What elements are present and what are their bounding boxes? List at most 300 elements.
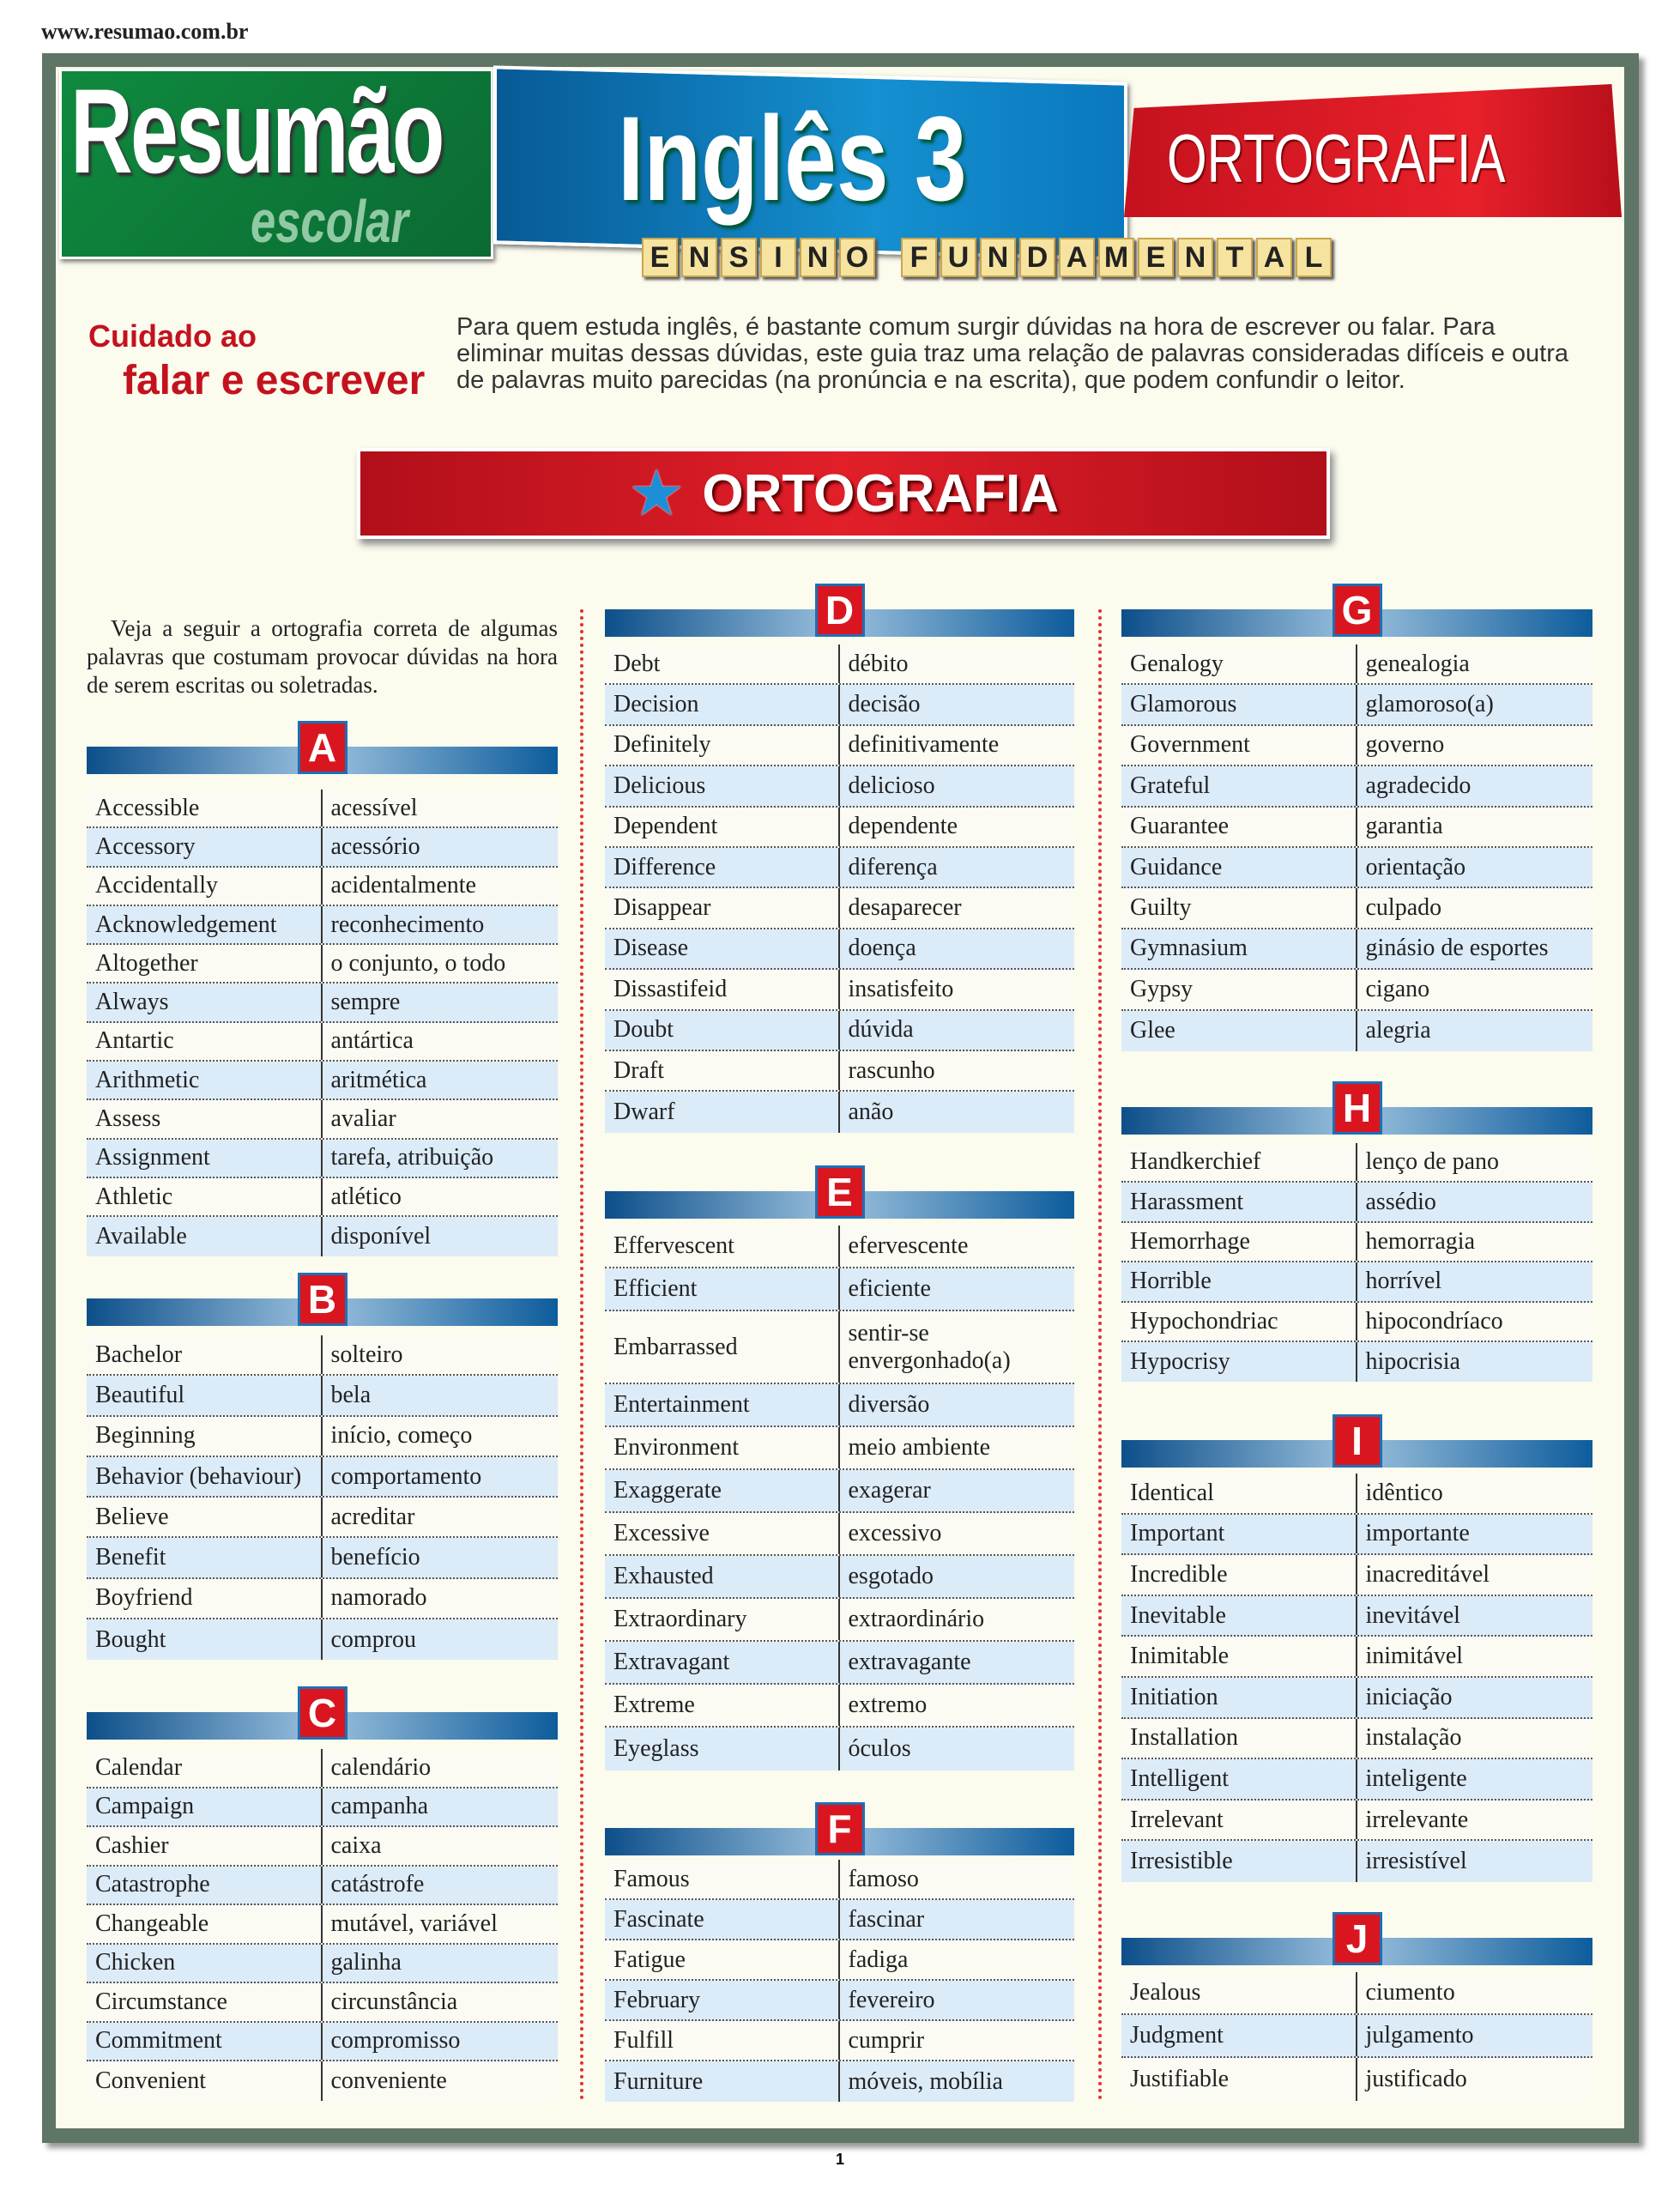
portuguese-translation: calendário <box>330 1753 432 1781</box>
table-row <box>87 1749 558 1788</box>
table-row <box>605 1599 1074 1642</box>
level-tiles <box>642 238 1332 277</box>
english-word: Horrible <box>1121 1262 1357 1300</box>
english-word: Intelligent <box>1121 1759 1357 1799</box>
portuguese-translation: desaparecer <box>848 894 962 922</box>
word-table <box>1121 1972 1592 2101</box>
table-row <box>87 1140 558 1178</box>
table-row <box>1121 685 1592 725</box>
section-header <box>1121 1081 1592 1135</box>
english-word: Disease <box>605 929 840 968</box>
level-letter-tile: A <box>1059 238 1095 277</box>
portuguese-translation: caixa <box>330 1831 382 1859</box>
table-row <box>1121 1303 1592 1342</box>
english-word: Inimitable <box>1121 1637 1357 1676</box>
intro-text: Para quem estuda inglês, é bastante comum surgir dúvidas na hora de escrever ou falar. Para eliminar muitas dessas dúvidas, este guia traz uma relação de palavras consideradas difíceis e outra de palavras muito parecidas (na pronúncia e na escrita), que podem confundir o leitor. <box>456 313 1569 394</box>
portuguese-translation: disponível <box>330 1222 432 1250</box>
portuguese-translation: aritmética <box>330 1066 427 1093</box>
word-table <box>1121 1143 1592 1382</box>
table-row <box>87 828 558 867</box>
portuguese-translation: acessório <box>330 832 420 860</box>
section-header <box>87 1686 558 1740</box>
portuguese-translation: exagerar <box>848 1477 931 1504</box>
section-letter-badge: D <box>815 584 865 637</box>
table-row <box>87 1827 558 1867</box>
english-word: Fatigue <box>605 1940 840 1979</box>
table-row <box>87 790 558 828</box>
table-row <box>87 1619 558 1660</box>
table-row <box>1121 2058 1592 2101</box>
english-word: Harassment <box>1121 1183 1357 1220</box>
table-row <box>87 2061 558 2101</box>
word-table <box>1121 1474 1592 1882</box>
table-row <box>1121 1183 1592 1222</box>
english-word: Dependent <box>605 808 840 846</box>
column-divider <box>1098 609 1102 2101</box>
portuguese-translation: circunstância <box>330 1988 458 2015</box>
table-row <box>1121 1262 1592 1302</box>
english-word: Exhausted <box>605 1556 840 1597</box>
table-row <box>1121 766 1592 807</box>
table-row <box>1121 1515 1592 1556</box>
table-row <box>605 929 1074 970</box>
portuguese-translation: julgamento <box>1365 2022 1474 2049</box>
english-word: Embarrassed <box>605 1311 840 1383</box>
portuguese-translation: agradecido <box>1365 772 1472 799</box>
portuguese-translation: extremo <box>848 1692 928 1718</box>
portuguese-translation: governo <box>1365 731 1445 759</box>
section-banner <box>357 448 1330 539</box>
level-word <box>642 238 875 277</box>
portuguese-translation: extraordinário <box>848 1606 985 1632</box>
table-row <box>87 1217 558 1256</box>
portuguese-translation: dependente <box>848 813 958 840</box>
table-row <box>605 645 1074 685</box>
portuguese-translation: ginásio de esportes <box>1365 935 1549 962</box>
table-row <box>87 1788 558 1828</box>
portuguese-translation: excessivo <box>848 1520 942 1546</box>
tile-gap <box>879 238 897 277</box>
english-word: Guarantee <box>1121 808 1357 846</box>
table-row <box>1121 848 1592 888</box>
section-header <box>1121 1912 1592 1965</box>
portuguese-translation: acreditar <box>330 1503 415 1530</box>
english-word: Campaign <box>87 1788 323 1826</box>
english-word: Guilty <box>1121 888 1357 927</box>
english-word: Bachelor <box>87 1335 323 1374</box>
section-f <box>605 1802 1074 2095</box>
table-row <box>605 685 1074 725</box>
portuguese-translation: genealogia <box>1365 650 1470 677</box>
english-word: Guidance <box>1121 848 1357 887</box>
section-b <box>87 1273 558 1653</box>
portuguese-translation: famoso <box>848 1865 919 1892</box>
table-row <box>87 1417 558 1457</box>
portuguese-translation: definitivamente <box>848 731 1000 759</box>
portuguese-translation: esgotado <box>848 1563 934 1589</box>
english-word: Assignment <box>87 1140 323 1177</box>
level-letter-tile: D <box>1019 238 1055 277</box>
section-letter-badge: J <box>1333 1912 1382 1965</box>
star-icon: ★ <box>628 457 686 529</box>
english-word: Environment <box>605 1427 840 1468</box>
english-word: Athletic <box>87 1178 323 1215</box>
portuguese-translation: sentir-se envergonhado(a) <box>848 1319 1011 1374</box>
portuguese-translation: diversão <box>848 1391 930 1418</box>
english-word: Hypochondriac <box>1121 1303 1357 1341</box>
portuguese-translation: cigano <box>1365 975 1430 1002</box>
table-row <box>605 1384 1074 1427</box>
portuguese-translation: bela <box>330 1381 372 1408</box>
english-word: Gymnasium <box>1121 929 1357 968</box>
english-word: Furniture <box>605 2061 840 2102</box>
table-row <box>605 848 1074 888</box>
table-row <box>1121 1759 1592 1801</box>
table-row <box>605 1556 1074 1599</box>
english-word: Altogether <box>87 945 323 982</box>
portuguese-translation: doença <box>848 935 916 962</box>
english-word: Government <box>1121 726 1357 765</box>
english-word: Acknowledgement <box>87 906 323 943</box>
portuguese-translation: fevereiro <box>848 1986 935 2013</box>
table-row <box>1121 1555 1592 1596</box>
brand-main: Resumão <box>70 69 443 198</box>
portuguese-translation: débito <box>848 650 909 677</box>
section-e <box>605 1165 1074 1762</box>
level-word <box>901 238 1332 277</box>
portuguese-translation: extravagante <box>848 1649 971 1675</box>
section-header <box>605 1802 1074 1855</box>
english-word: Extraordinary <box>605 1599 840 1640</box>
english-word: Glee <box>1121 1011 1357 1051</box>
section-letter-badge: B <box>298 1273 347 1326</box>
table-row <box>87 1376 558 1416</box>
portuguese-translation: compromisso <box>330 2027 461 2055</box>
english-word: Installation <box>1121 1719 1357 1758</box>
table-row <box>605 1092 1074 1132</box>
section-header <box>1121 584 1592 637</box>
table-row <box>87 1905 558 1945</box>
table-row <box>87 1498 558 1538</box>
portuguese-translation: assédio <box>1365 1188 1436 1215</box>
section-j <box>1121 1912 1592 2092</box>
level-letter-tile: N <box>681 238 717 277</box>
brand-logo <box>59 69 493 259</box>
intro-heading-2: falar e escrever <box>123 358 426 403</box>
portuguese-translation: dúvida <box>848 1016 914 1044</box>
portuguese-translation: justificado <box>1365 2066 1467 2092</box>
table-row <box>87 868 558 906</box>
portuguese-translation: inimitável <box>1365 1643 1464 1670</box>
column-intro: Veja a seguir a ortografia correta de algumas palavras que costumam provocar dúvidas na hora de serem escritas ou soletradas. <box>87 615 558 698</box>
english-word: Accessible <box>87 790 323 826</box>
table-row <box>605 2021 1074 2061</box>
english-word: Irrelevant <box>1121 1801 1357 1840</box>
section-header <box>1121 1414 1592 1468</box>
portuguese-translation: móveis, mobília <box>848 2067 1003 2095</box>
english-word: Hypocrisy <box>1121 1342 1357 1382</box>
level-letter-tile: M <box>1098 238 1134 277</box>
english-word: Famous <box>605 1860 840 1898</box>
portuguese-translation: galinha <box>330 1949 402 1976</box>
table-row <box>1121 1841 1592 1882</box>
table-row <box>1121 726 1592 766</box>
brand-sub: escolar <box>251 188 408 255</box>
portuguese-translation: meio ambiente <box>848 1434 991 1461</box>
portuguese-translation: acessível <box>330 794 418 821</box>
table-row <box>1121 970 1592 1010</box>
section-letter-badge: I <box>1333 1414 1382 1468</box>
portuguese-translation: decisão <box>848 691 921 718</box>
portuguese-translation: hemorragia <box>1365 1227 1475 1255</box>
table-row <box>605 1860 1074 1900</box>
section-letter-badge: A <box>298 721 347 774</box>
portuguese-translation: inevitável <box>1365 1601 1460 1629</box>
portuguese-translation: irrelevante <box>1365 1806 1469 1833</box>
portuguese-translation: hipocondríaco <box>1365 1307 1503 1335</box>
table-row <box>605 970 1074 1010</box>
english-word: Antartic <box>87 1023 323 1060</box>
english-word: Behavior (behaviour) <box>87 1457 323 1496</box>
portuguese-translation: atlético <box>330 1183 402 1210</box>
portuguese-translation: irresistível <box>1365 1848 1467 1875</box>
english-word: Decision <box>605 685 840 723</box>
english-word: Draft <box>605 1051 840 1090</box>
table-row <box>605 1427 1074 1470</box>
english-word: Accessory <box>87 828 323 865</box>
portuguese-translation: início, começo <box>330 1422 473 1450</box>
table-row <box>87 984 558 1022</box>
table-row <box>87 945 558 984</box>
level-letter-tile: L <box>1296 238 1332 277</box>
portuguese-translation: iniciação <box>1365 1683 1453 1710</box>
english-word: Identical <box>1121 1474 1357 1513</box>
table-row <box>1121 888 1592 929</box>
level-letter-tile: O <box>839 238 875 277</box>
portuguese-translation: óculos <box>848 1735 911 1762</box>
table-row <box>605 1011 1074 1051</box>
section-h <box>1121 1081 1592 1376</box>
english-word: Effervescent <box>605 1226 840 1267</box>
intro-heading-1: Cuidado ao <box>88 318 257 354</box>
english-word: Extravagant <box>605 1642 840 1683</box>
table-row <box>87 1023 558 1062</box>
table-row <box>87 1983 558 2023</box>
table-row <box>87 2023 558 2062</box>
table-row <box>1121 808 1592 848</box>
portuguese-translation: tarefa, atribuição <box>330 1144 494 1171</box>
english-word: Definitely <box>605 726 840 765</box>
english-word: Boyfriend <box>87 1579 323 1618</box>
portuguese-translation: glamoroso(a) <box>1365 691 1494 718</box>
english-word: Hemorrhage <box>1121 1223 1357 1261</box>
english-word: Commitment <box>87 2023 323 2061</box>
portuguese-translation: o conjunto, o todo <box>330 949 506 977</box>
portuguese-translation: culpado <box>1365 894 1442 922</box>
english-word: Entertainment <box>605 1384 840 1425</box>
portuguese-translation: namorado <box>330 1584 427 1612</box>
portuguese-translation: comprou <box>330 1625 417 1653</box>
table-row <box>605 1728 1074 1770</box>
table-row <box>1121 1637 1592 1678</box>
section-header <box>87 721 558 774</box>
english-word: Delicious <box>605 766 840 805</box>
level-letter-tile: N <box>1177 238 1213 277</box>
level-letter-tile: F <box>901 238 937 277</box>
table-row <box>605 1311 1074 1384</box>
section-header <box>605 584 1074 637</box>
portuguese-translation: delicioso <box>848 772 935 799</box>
portuguese-translation: reconhecimento <box>330 911 485 938</box>
level-letter-tile: I <box>760 238 796 277</box>
portuguese-translation: campanha <box>330 1793 428 1820</box>
portuguese-translation: insatisfeito <box>848 975 954 1002</box>
table-row <box>87 1538 558 1578</box>
english-word: Beginning <box>87 1417 323 1456</box>
portuguese-translation: eficiente <box>848 1275 931 1302</box>
english-word: Inevitable <box>1121 1596 1357 1636</box>
page-title: Inglês 3 <box>618 91 967 226</box>
table-row <box>605 726 1074 766</box>
table-row <box>1121 2015 1592 2058</box>
table-row <box>1121 1719 1592 1760</box>
portuguese-translation: mutável, variável <box>330 1910 498 1937</box>
portuguese-translation: diferença <box>848 853 938 881</box>
portuguese-translation: cumprir <box>848 2026 925 2054</box>
english-word: Jealous <box>1121 1972 1357 2013</box>
english-word: Judgment <box>1121 2015 1357 2056</box>
table-row <box>1121 1972 1592 2015</box>
word-table <box>605 1860 1074 2102</box>
section-letter-badge: G <box>1333 584 1382 637</box>
table-row <box>605 1642 1074 1685</box>
english-word: Disappear <box>605 888 840 927</box>
level-letter-tile: S <box>721 238 757 277</box>
section-letter-badge: F <box>815 1802 865 1855</box>
table-row <box>87 906 558 945</box>
english-word: Initiation <box>1121 1678 1357 1717</box>
portuguese-translation: ciumento <box>1365 1979 1455 2006</box>
table-row <box>1121 1596 1592 1637</box>
table-row <box>605 808 1074 848</box>
table-row <box>87 1945 558 1984</box>
english-word: February <box>605 1981 840 2019</box>
english-word: Eyeglass <box>605 1728 840 1770</box>
portuguese-translation: benefício <box>330 1544 420 1571</box>
portuguese-translation: fadiga <box>848 1946 909 1973</box>
english-word: Catastrophe <box>87 1867 323 1904</box>
section-c <box>87 1686 558 2094</box>
portuguese-translation: fascinar <box>848 1905 925 1933</box>
table-row <box>87 1178 558 1217</box>
portuguese-translation: conveniente <box>330 2067 447 2094</box>
table-row <box>605 1981 1074 2021</box>
table-row <box>87 1100 558 1139</box>
table-row <box>1121 1474 1592 1515</box>
english-word: Chicken <box>87 1945 323 1982</box>
english-word: Excessive <box>605 1513 840 1554</box>
portuguese-translation: comportamento <box>330 1462 482 1490</box>
portuguese-translation: acidentalmente <box>330 872 476 899</box>
table-row <box>605 1900 1074 1940</box>
portuguese-translation: instalação <box>1365 1724 1462 1752</box>
section-letter-badge: E <box>815 1165 865 1219</box>
english-word: Exaggerate <box>605 1470 840 1511</box>
table-row <box>605 1685 1074 1728</box>
table-row <box>605 2061 1074 2102</box>
portuguese-translation: inteligente <box>1365 1764 1467 1792</box>
english-word: Changeable <box>87 1905 323 1943</box>
table-row <box>605 766 1074 807</box>
level-letter-tile: N <box>800 238 836 277</box>
english-word: Grateful <box>1121 766 1357 805</box>
english-word: Arithmetic <box>87 1062 323 1098</box>
english-word: Extreme <box>605 1685 840 1726</box>
table-row <box>87 1579 558 1619</box>
english-word: Gypsy <box>1121 970 1357 1008</box>
section-letter-badge: C <box>298 1686 347 1740</box>
level-letter-tile: T <box>1217 238 1253 277</box>
section-letter-badge: H <box>1333 1081 1382 1135</box>
english-word: Glamorous <box>1121 685 1357 723</box>
level-letter-tile: U <box>940 238 976 277</box>
table-row <box>1121 645 1592 685</box>
portuguese-translation: lenço de pano <box>1365 1148 1499 1176</box>
portuguese-translation: inacreditável <box>1365 1560 1490 1588</box>
word-table <box>87 1335 558 1660</box>
table-row <box>1121 1342 1592 1382</box>
english-word: Available <box>87 1217 323 1256</box>
word-table <box>87 1749 558 2101</box>
english-word: Handkerchief <box>1121 1143 1357 1181</box>
portuguese-translation: horrível <box>1365 1268 1442 1295</box>
section-header <box>605 1165 1074 1219</box>
portuguese-translation: importante <box>1365 1520 1470 1547</box>
english-word: Calendar <box>87 1749 323 1787</box>
portuguese-translation: solteiro <box>330 1341 403 1368</box>
word-table <box>605 645 1074 1133</box>
section-a <box>87 721 558 1250</box>
table-row <box>605 1513 1074 1556</box>
table-row <box>605 1051 1074 1092</box>
banner-title: ORTOGRAFIA <box>702 463 1059 524</box>
column-divider <box>580 609 583 2101</box>
table-row <box>605 1470 1074 1513</box>
level-letter-tile: E <box>1138 238 1174 277</box>
word-table <box>605 1226 1074 1770</box>
portuguese-translation: antártica <box>330 1027 414 1055</box>
english-word: Convenient <box>87 2061 323 2101</box>
english-word: Fascinate <box>605 1900 840 1939</box>
word-table <box>87 790 558 1256</box>
english-word: Circumstance <box>87 1983 323 2021</box>
portuguese-translation: sempre <box>330 989 401 1016</box>
table-row <box>87 1335 558 1376</box>
english-word: Dissastifeid <box>605 970 840 1008</box>
page-number: 1 <box>836 2151 845 2168</box>
english-word: Bought <box>87 1619 323 1660</box>
table-row <box>1121 1223 1592 1262</box>
section-i <box>1121 1414 1592 1875</box>
section-header <box>87 1273 558 1326</box>
english-word: Doubt <box>605 1011 840 1050</box>
table-row <box>87 1062 558 1100</box>
english-word: Always <box>87 984 323 1020</box>
level-letter-tile: E <box>642 238 678 277</box>
portuguese-translation: rascunho <box>848 1056 935 1084</box>
english-word: Assess <box>87 1100 323 1137</box>
english-word: Important <box>1121 1515 1357 1554</box>
